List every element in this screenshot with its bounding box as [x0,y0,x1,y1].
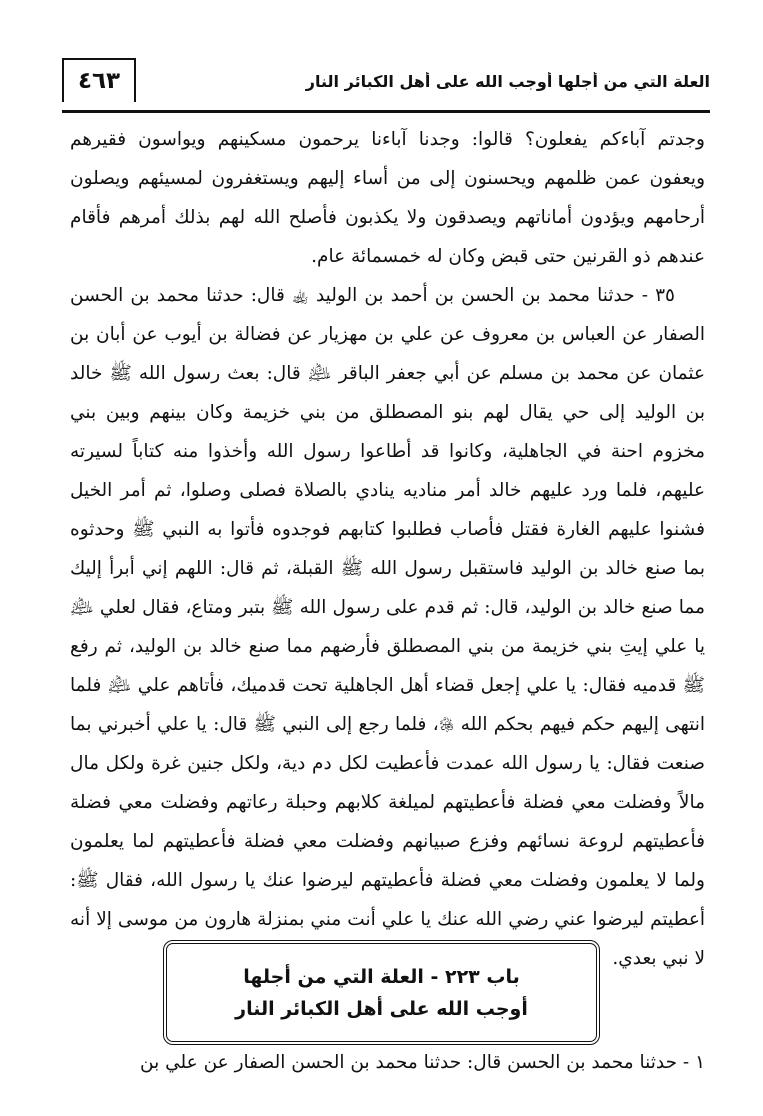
page-number: ٤٦٣ [62,58,136,102]
paragraph: وجدتم آباءكم يفعلون؟ قالوا: وجدنا آباءنا يرحمون مسكينهم ويواسون فقيرهم ويعفون عمن ظلمهم ويحسنون إلى من أساء إليهم ويستغفرون لمسيئهم ويصلون أرحامهم ويؤدون أماناتهم ويصدقون ولا يكذبون فأصلح الله لهم بذلك أمرهم فأقام عندهم ذو القرنين حتى قبض وكان له خمسمائة عام. [70,129,705,267]
paragraph-hadith-35: ٣٥ - حدثنا محمد بن الحسن بن أحمد بن الوليد ﵀ قال: حدثنا محمد بن الحسن الصفار عن العباس بن معروف عن علي بن مهزيار عن فضالة بن أيوب عن أبان بن عثمان عن محمد بن مسلم عن أبي جعفر الباقر ﵇ قال: بعث رسول الله ﷺ خالد بن الوليد إلى حي يقال لهم بنو المصطلق من بني خزيمة وكان بينهم وبين بني مخزوم احنة في الجاهلية، وكانوا قد أطاعوا رسول الله وأخذوا منه كتاباً لسيرته عليهم، فلما ورد عليهم خالد أمر مناديه ينادي بالصلاة فصلى وصلوا، ثم أمر الخيل فشنوا عليهم الغارة فقتل فأصاب فطلبوا كتابهم فوجدوه فأتوا به النبي ﷺ وحدثوه بما صنع خالد بن الوليد فاستقبل رسول الله ﷺ القبلة، ثم قال: اللهم إني أبرأ إليك مما صنع خالد بن الوليد، قال: ثم قدم على رسول الله ﷺ بتبر ومتاع، فقال لعلي ﵇ يا علي إيتِ بني خزيمة من بني المصطلق فأرضهم مما صنع خالد بن الوليد، ثم رفع ﷺ قدميه فقال: يا علي إجعل قضاء أهل الجاهلية تحت قدميك، فأتاهم علي ﵇ فلما انتهى إليهم حكم فيهم بحكم الله ﷿، فلما رجع إلى النبي ﷺ قال: يا علي أخبرني بما صنعت فقال: يا رسول الله عمدت فأعطيت لكل دم دية، ولكل جنين غرة ولكل مال مالاً وفضلت معي فضلة فأعطيتهم لميلغة كلابهم وحبلة رعاتهم وفضلت معي فضلة فأعطيتهم لروعة نسائهم وفزع صبيانهم وفضلت معي فضلة فأعطيتهم لما يعلمون ولما لا يعلمون وفضلت معي فضلة فأعطيتهم ليرضوا عنك يا رسول الله، فقال ﷺ: أعطيتم ليرضوا عني رضي الله عنك يا علي أنت مني بمنزلة هارون من موسى إلا أنه لا نبي بعدي. [70,285,705,969]
chapter-heading-box [163,940,600,1045]
chapter-heading-line-1: باب ٢٢٣ - العلة التي من أجلها [243,965,520,988]
hadith-1-opening-line: ١ - حدثنا محمد بن الحسن قال: حدثنا محمد بن الحسن الصفار عن علي بن [140,1052,705,1073]
running-title: العلة التي من أجلها أوجب الله على أهل الكبائر النار [305,72,710,91]
body-text [70,120,705,978]
chapter-heading-line-2: أوجب الله على أهل الكبائر النار [235,997,528,1020]
page-header [62,58,710,113]
